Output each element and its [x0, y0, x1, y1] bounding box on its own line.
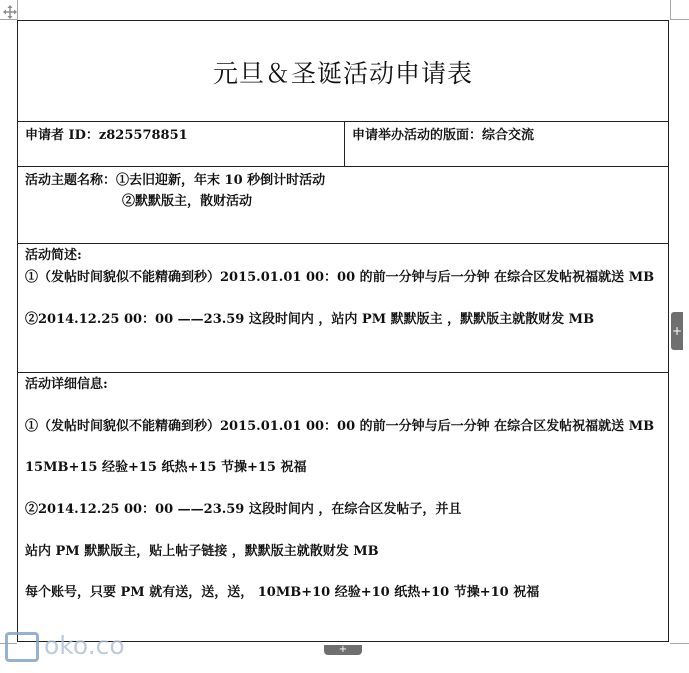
description-line-1: ①（发帖时间貌似不能精确到秒）2015.01.01 00：00 的前一分钟与后一分钟 在综合区发帖祝福就送 MB: [25, 270, 655, 285]
theme-line-2: ②默默版主，散财活动: [122, 194, 253, 209]
board-name: 申请举办活动的版面：综合交流: [352, 128, 535, 143]
add-row-button[interactable]: +: [324, 645, 362, 655]
table-move-icon[interactable]: [2, 4, 18, 20]
description-line-2: ②2014.12.25 00：00 ——23.59 这段时间内 ，站内 PM 默默版主 ，默默版主就散财发 MB: [25, 312, 595, 327]
detail-line: 站内 PM 默默版主，贴上帖子链接 ，默默版主就散财发 MB: [25, 544, 379, 559]
detail-line: 15MB+15 经验+15 纸热+15 节操+15 祝福: [25, 460, 307, 475]
theme-row: [18, 166, 668, 244]
watermark-logo-icon: [5, 632, 39, 662]
description-row: [18, 243, 668, 373]
detail-line: ①（发帖时间貌似不能精确到秒）2015.01.01 00：00 的前一分钟与后一分钟 在综合区发帖祝福就送 MB: [25, 419, 655, 434]
watermark-text: oko.co: [44, 631, 125, 660]
crop-mark-top-right-h: [670, 19, 689, 20]
applicant-row: [18, 121, 668, 167]
crop-mark-bottom-right-h: [670, 643, 689, 644]
description-heading: 活动简述:: [25, 248, 82, 263]
cell-divider: [344, 121, 345, 166]
detail-line: 每个账号，只要 PM 就有送，送，送， 10MB+10 经验+10 纸热+10 节操+10 祝福: [25, 585, 540, 600]
application-form-table: [17, 20, 669, 642]
applicant-id: 申请者 ID：z825578851: [25, 128, 188, 143]
detail-row: [18, 372, 668, 641]
detail-line: ②2014.12.25 00：00 ——23.59 这段时间内 ，在综合区发帖子，并且: [25, 502, 462, 517]
detail-heading: 活动详细信息:: [25, 377, 108, 392]
form-title: 元旦＆圣诞活动申请表: [212, 59, 473, 88]
title-row: [18, 21, 668, 122]
add-column-button[interactable]: +: [671, 312, 683, 350]
theme-line-1: 活动主题名称：①去旧迎新，年末 10 秒倒计时活动: [25, 173, 326, 188]
crop-mark-top-right-v: [670, 0, 671, 20]
